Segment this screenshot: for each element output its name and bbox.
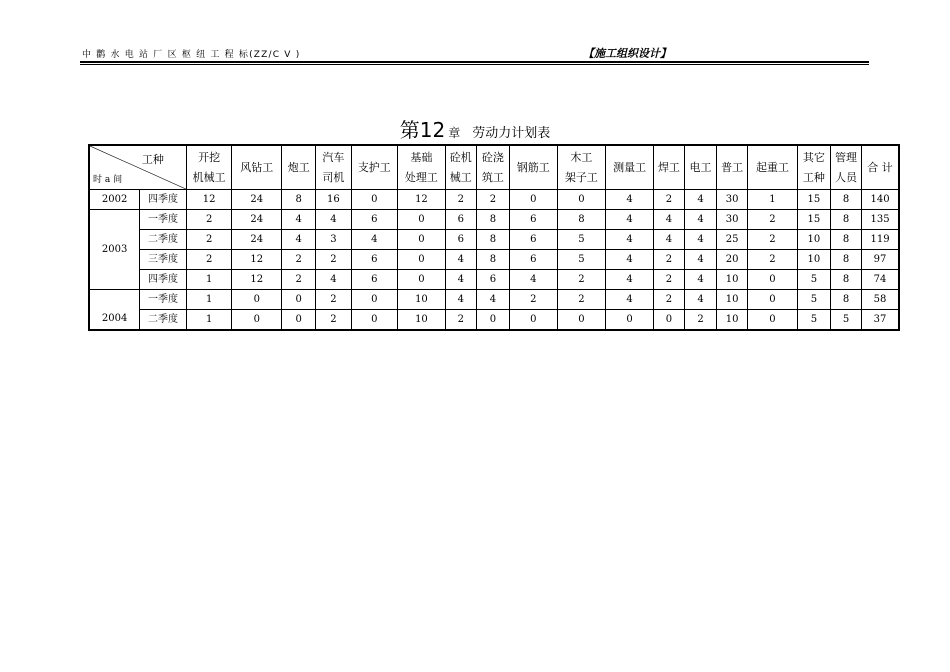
value-cell: 8 [830, 230, 861, 250]
column-header-label: 筑工 [481, 170, 504, 184]
column-header [509, 145, 557, 190]
value-cell: 2 [509, 290, 557, 310]
value-cell: 5 [797, 310, 830, 331]
value-cell: 4 [351, 230, 398, 250]
column-header-label: 架子工 [564, 170, 598, 184]
corner-time-label: 时 a 间 [93, 175, 123, 185]
value-cell: 2 [748, 230, 798, 250]
value-cell: 0 [557, 190, 606, 210]
column-header [606, 145, 654, 190]
total-cell: 37 [862, 310, 899, 331]
value-cell: 4 [476, 290, 509, 310]
value-cell: 10 [717, 290, 748, 310]
value-cell: 0 [476, 310, 509, 331]
total-cell: 119 [862, 230, 899, 250]
value-cell: 5 [797, 290, 830, 310]
value-cell: 6 [445, 230, 476, 250]
table-row [89, 250, 899, 270]
value-cell: 8 [557, 210, 606, 230]
column-header [351, 145, 398, 190]
table-row [89, 190, 899, 210]
value-cell: 8 [830, 190, 861, 210]
value-cell: 25 [717, 230, 748, 250]
value-cell: 10 [398, 290, 446, 310]
value-cell: 8 [830, 210, 861, 230]
value-cell: 5 [557, 250, 606, 270]
total-cell: 58 [862, 290, 899, 310]
value-cell: 4 [684, 290, 716, 310]
value-cell: 15 [797, 190, 830, 210]
table-body [89, 190, 899, 331]
column-header-label: 炮工 [287, 160, 310, 174]
value-cell: 2 [557, 290, 606, 310]
value-cell: 10 [797, 250, 830, 270]
column-header-label: 开挖 [198, 150, 221, 164]
value-cell: 0 [351, 310, 398, 331]
value-cell: 2 [186, 230, 232, 250]
value-cell: 16 [316, 190, 351, 210]
value-cell: 5 [797, 270, 830, 290]
column-header [748, 145, 798, 190]
value-cell: 4 [684, 250, 716, 270]
column-header [316, 145, 351, 190]
value-cell: 4 [445, 270, 476, 290]
value-cell: 6 [351, 270, 398, 290]
value-cell: 12 [232, 270, 282, 290]
table-title: 劳动力计划表 [472, 126, 551, 141]
column-header-label: 焊工 [657, 160, 680, 174]
corner-header [89, 145, 186, 190]
quarter-cell: 二季度 [140, 230, 187, 250]
value-cell: 8 [476, 250, 509, 270]
quarter-cell: 一季度 [140, 290, 187, 310]
quarter-cell: 三季度 [140, 250, 187, 270]
value-cell: 2 [445, 190, 476, 210]
value-cell: 0 [351, 290, 398, 310]
value-cell: 4 [684, 190, 716, 210]
labor-plan-table [88, 144, 900, 331]
value-cell: 1 [186, 290, 232, 310]
header-project: 中 鹳 水 电 站 厂 区 枢 纽 工 程 标(ZZ/C V ) [82, 50, 301, 60]
value-cell: 2 [653, 190, 684, 210]
quarter-cell: 二季度 [140, 310, 187, 331]
value-cell: 8 [476, 230, 509, 250]
value-cell: 6 [445, 210, 476, 230]
header-rule-thick [80, 61, 869, 63]
column-header [186, 145, 232, 190]
value-cell: 0 [398, 250, 446, 270]
value-cell: 0 [509, 190, 557, 210]
value-cell: 0 [398, 230, 446, 250]
column-header-label: 管理 [835, 150, 858, 164]
table-row [89, 210, 899, 230]
column-header [717, 145, 748, 190]
chapter-suffix: 章 [448, 126, 461, 140]
total-cell: 135 [862, 210, 899, 230]
table-row [89, 270, 899, 290]
value-cell: 0 [509, 310, 557, 331]
value-cell: 4 [606, 190, 654, 210]
value-cell: 5 [830, 310, 861, 331]
value-cell: 4 [653, 210, 684, 230]
value-cell: 4 [316, 270, 351, 290]
value-cell: 4 [606, 210, 654, 230]
quarter-cell: 四季度 [140, 270, 187, 290]
value-cell: 2 [282, 270, 316, 290]
value-cell: 0 [557, 310, 606, 331]
value-cell: 8 [476, 210, 509, 230]
value-cell: 4 [445, 250, 476, 270]
value-cell: 4 [282, 230, 316, 250]
column-header [653, 145, 684, 190]
column-header [476, 145, 509, 190]
value-cell: 1 [186, 270, 232, 290]
corner-trade-label: 工种 [141, 153, 164, 166]
value-cell: 24 [232, 190, 282, 210]
column-header [830, 145, 861, 190]
value-cell: 8 [830, 250, 861, 270]
column-header-label: 测量工 [613, 160, 647, 174]
chapter-prefix: 第 [399, 118, 420, 142]
total-cell: 74 [862, 270, 899, 290]
column-header-label: 处理工 [404, 170, 438, 184]
column-header-label: 砼机 [449, 150, 472, 164]
value-cell: 10 [398, 310, 446, 331]
value-cell: 6 [351, 210, 398, 230]
value-cell: 0 [606, 310, 654, 331]
column-header-label: 合 计 [867, 160, 893, 174]
column-header-label: 机械工 [192, 170, 226, 184]
value-cell: 0 [748, 290, 798, 310]
value-cell: 2 [653, 270, 684, 290]
value-cell: 0 [282, 310, 316, 331]
value-cell: 0 [748, 310, 798, 331]
value-cell: 0 [282, 290, 316, 310]
value-cell: 4 [684, 270, 716, 290]
year-cell: 2002 [89, 190, 140, 210]
value-cell: 4 [606, 270, 654, 290]
value-cell: 2 [748, 250, 798, 270]
value-cell: 2 [684, 310, 716, 331]
value-cell: 0 [232, 310, 282, 331]
value-cell: 4 [606, 250, 654, 270]
column-header-label: 木工 [570, 150, 593, 164]
value-cell: 15 [797, 210, 830, 230]
column-header-label: 砼浇 [481, 150, 504, 164]
value-cell: 12 [186, 190, 232, 210]
column-header [232, 145, 282, 190]
value-cell: 1 [748, 190, 798, 210]
value-cell: 30 [717, 210, 748, 230]
column-header-label: 支护工 [357, 160, 391, 174]
value-cell: 4 [684, 210, 716, 230]
table-row [89, 310, 899, 331]
page-title [0, 114, 950, 143]
column-header [684, 145, 716, 190]
value-cell: 20 [717, 250, 748, 270]
value-cell: 0 [748, 270, 798, 290]
value-cell: 4 [653, 230, 684, 250]
value-cell: 10 [717, 310, 748, 331]
column-header-label: 械工 [449, 170, 472, 184]
value-cell: 4 [606, 290, 654, 310]
column-header [797, 145, 830, 190]
value-cell: 2 [316, 250, 351, 270]
value-cell: 10 [797, 230, 830, 250]
value-cell: 2 [653, 250, 684, 270]
value-cell: 30 [717, 190, 748, 210]
value-cell: 0 [351, 190, 398, 210]
value-cell: 12 [398, 190, 446, 210]
value-cell: 24 [232, 230, 282, 250]
value-cell: 0 [653, 310, 684, 331]
column-header-label: 钢筋工 [516, 160, 550, 174]
value-cell: 4 [684, 230, 716, 250]
year-cell: 2003 [89, 210, 140, 290]
value-cell: 8 [830, 290, 861, 310]
value-cell: 6 [351, 250, 398, 270]
column-header [862, 145, 899, 190]
value-cell: 8 [830, 270, 861, 290]
column-header-label: 司机 [322, 170, 345, 184]
value-cell: 2 [282, 250, 316, 270]
value-cell: 2 [316, 290, 351, 310]
value-cell: 2 [653, 290, 684, 310]
value-cell: 4 [606, 230, 654, 250]
value-cell: 2 [186, 250, 232, 270]
value-cell: 5 [557, 230, 606, 250]
quarter-cell: 四季度 [140, 190, 187, 210]
header-doc-type: 【施工组织设计】 [583, 47, 671, 60]
value-cell: 1 [186, 310, 232, 331]
quarter-cell: 一季度 [140, 210, 187, 230]
total-cell: 140 [862, 190, 899, 210]
value-cell: 6 [509, 250, 557, 270]
value-cell: 0 [232, 290, 282, 310]
value-cell: 3 [316, 230, 351, 250]
value-cell: 4 [282, 210, 316, 230]
value-cell: 2 [748, 210, 798, 230]
column-header-label: 基础 [410, 150, 433, 164]
column-header [282, 145, 316, 190]
value-cell: 2 [557, 270, 606, 290]
value-cell: 24 [232, 210, 282, 230]
column-header [398, 145, 446, 190]
table-header-row [89, 145, 899, 190]
value-cell: 12 [232, 250, 282, 270]
value-cell: 2 [316, 310, 351, 331]
value-cell: 6 [509, 210, 557, 230]
table-row [89, 230, 899, 250]
value-cell: 2 [476, 190, 509, 210]
value-cell: 8 [282, 190, 316, 210]
value-cell: 6 [476, 270, 509, 290]
column-header [445, 145, 476, 190]
total-cell: 97 [862, 250, 899, 270]
column-header-label: 汽车 [322, 150, 345, 164]
column-header-label: 电工 [689, 160, 712, 174]
value-cell: 2 [445, 310, 476, 331]
column-header-label: 普工 [721, 160, 744, 174]
year-cell: 2004 [89, 290, 140, 331]
value-cell: 6 [509, 230, 557, 250]
column-header-label: 其它 [802, 150, 825, 164]
value-cell: 4 [316, 210, 351, 230]
table-row [89, 290, 899, 310]
value-cell: 2 [186, 210, 232, 230]
column-header-label: 人员 [835, 170, 858, 184]
value-cell: 0 [398, 210, 446, 230]
column-header-label: 起重工 [755, 160, 789, 174]
value-cell: 4 [445, 290, 476, 310]
header-rule-thin [80, 64, 869, 65]
column-header [557, 145, 606, 190]
chapter-number: 12 [419, 118, 446, 142]
column-header-label: 风钻工 [240, 160, 274, 174]
value-cell: 10 [717, 270, 748, 290]
value-cell: 4 [509, 270, 557, 290]
column-header-label: 工种 [802, 170, 825, 184]
value-cell: 0 [398, 270, 446, 290]
